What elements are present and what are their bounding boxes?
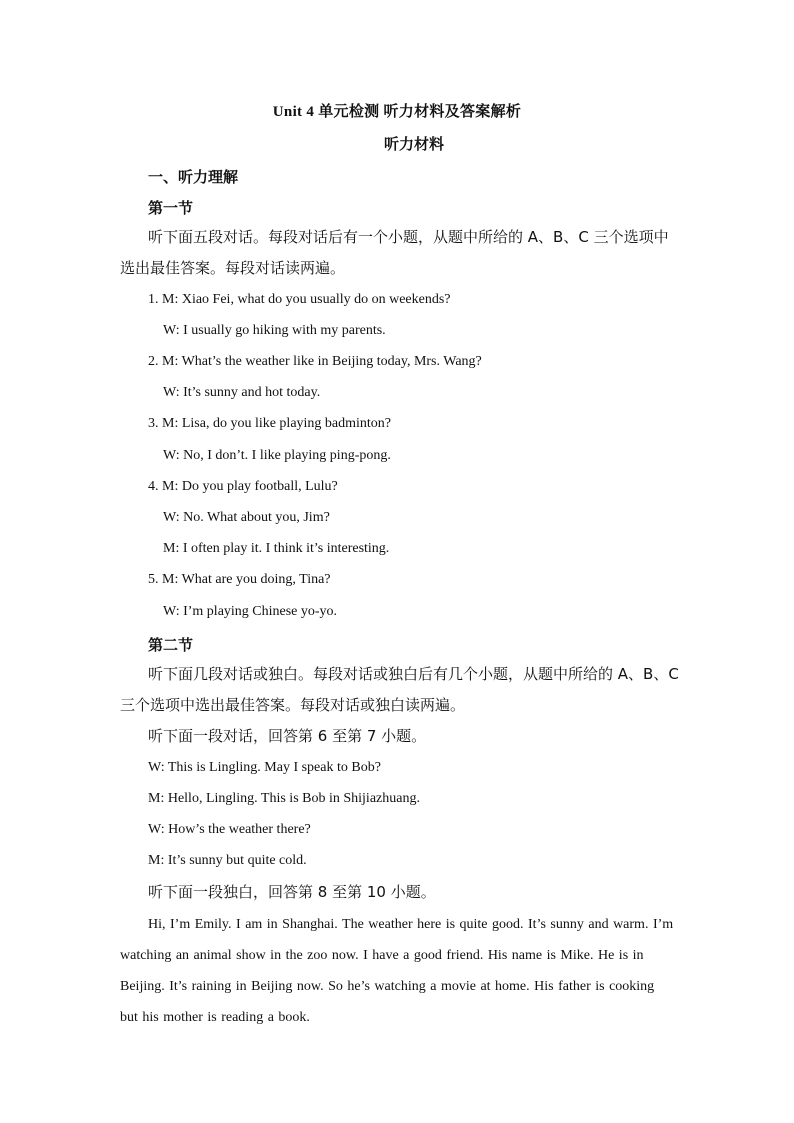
dialogue-line: 4. M: Do you play football, Lulu? xyxy=(148,479,338,494)
dialogue-line: W: It’s sunny and hot today. xyxy=(163,385,321,400)
part-heading: 一、听力理解 xyxy=(148,168,239,186)
section1-instructions: 听下面五段对话。每段对话后有一个小题，从题中所给的 A、B、C 三个选项中选出最佳答案。每段对话读两遍。 xyxy=(120,228,669,277)
dialogue-line: M: It’s sunny but quite cold. xyxy=(148,853,307,868)
dialogue-intro: 听下面一段对话，回答第 6 至第 7 小题。 xyxy=(148,727,427,745)
dialogue-line: W: I’m playing Chinese yo-yo. xyxy=(163,604,338,619)
section2-instructions: 听下面几段对话或独白。每段对话或独白后有几个小题，从题中所给的 A、B、C 三个选项中选出最佳答案。每段对话或独白读两遍。 xyxy=(120,665,679,714)
dialogue-line: W: I usually go hiking with my parents. xyxy=(163,323,386,338)
dialogue-line: 5. M: What are you doing, Tina? xyxy=(148,572,331,587)
dialogue-line: 3. M: Lisa, do you like playing badminton? xyxy=(148,416,392,431)
section1-heading: 第一节 xyxy=(148,199,194,217)
monologue-intro: 听下面一段独白，回答第 8 至第 10 小题。 xyxy=(148,883,436,901)
section2-heading: 第二节 xyxy=(148,636,194,654)
dialogue-line: W: How’s the weather there? xyxy=(148,822,311,837)
dialogue-line: W: No. What about you, Jim? xyxy=(163,510,330,525)
dialogue-line: W: No, I don’t. I like playing ping-pong. xyxy=(163,448,391,463)
dialogue-line: M: I often play it. I think it’s interesting. xyxy=(163,541,390,556)
monologue-text: Hi, I’m Emily. I am in Shanghai. The weather here is quite good. It’s sunny and warm. I’m watching an animal show in the zoo now. I have a good friend. His name is Mike. He is in Beijing. It’s raining in Beijing now. So he’s watching a movie at home. His father is cooking but his mother is reading a book. xyxy=(120,917,674,1025)
page-subtitle: 听力材料 xyxy=(383,137,444,153)
dialogue-line: M: Hello, Lingling. This is Bob in Shijiazhuang. xyxy=(148,791,420,806)
dialogue-line: 2. M: What’s the weather like in Beijing today, Mrs. Wang? xyxy=(148,354,482,369)
dialogue-line: 1. M: Xiao Fei, what do you usually do on weekends? xyxy=(148,292,451,307)
dialogue-line: W: This is Lingling. May I speak to Bob? xyxy=(148,760,381,775)
page-title: Unit 4 单元检测 听力材料及答案解析 xyxy=(272,104,522,120)
